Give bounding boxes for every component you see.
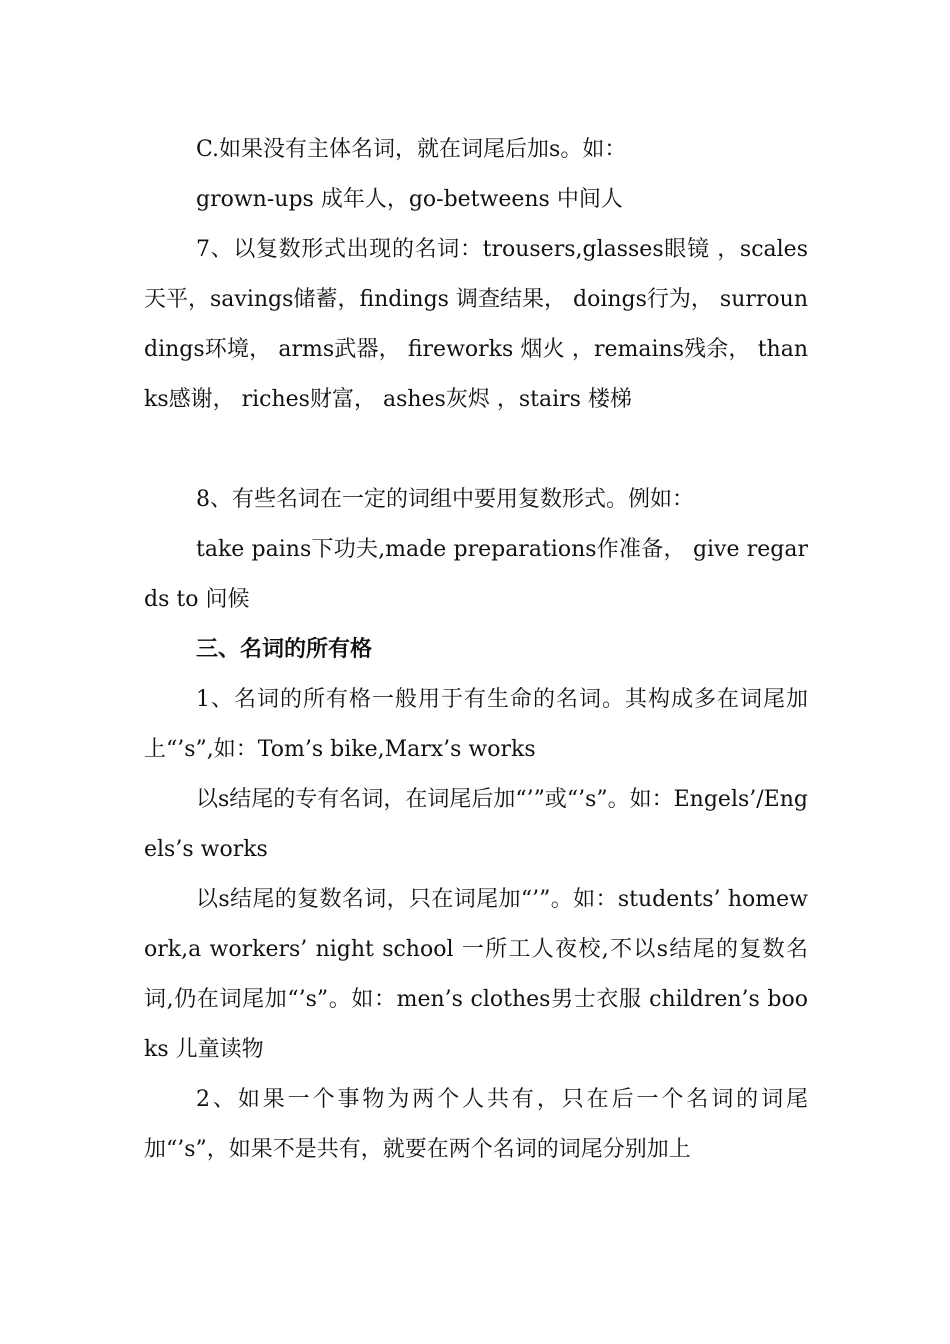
paragraph-rule-8-examples: take pains下功夫,made preparations作准备， give regards to 问候 <box>144 537 808 612</box>
paragraph-possessive-2: 2、如果一个事物为两个人共有，只在后一个名词的词尾加“’s”，如果不是共有，就要在两个名词的词尾分别加上 <box>144 1087 808 1162</box>
paragraph-possessive-plural: 以s结尾的复数名词，只在词尾加“’”。如：students’ homework,a workers’ night school 一所工人夜校,不以s结尾的复数名词,仍在词尾加“’s”。如：men’s clothes男士衣服 children’s books 儿童读物 <box>144 887 808 1062</box>
paragraph-rule-8: 8、有些名词在一定的词组中要用复数形式。例如： <box>196 487 694 512</box>
paragraph-rule-7: 7、以复数形式出现的名词：trousers,glasses眼镜 ，scales天平，savings储蓄，findings 调查结果， doings行为， surroundings环境， arms武器， fireworks 烟火 ，remains残余， thanks感谢， riches财富， ashes灰烬 ，stairs 楼梯 <box>144 237 808 412</box>
paragraph-possessive-proper-noun: 以s结尾的专有名词，在词尾后加“’”或“’s”。如：Engels’/Engels’s works <box>144 787 808 862</box>
paragraph-plural-examples: grown-ups 成年人，go-betweens 中间人 <box>196 187 623 212</box>
section-heading-possessive: 三、名词的所有格 <box>196 637 373 662</box>
paragraph-possessive-1: 1、名词的所有格一般用于有生命的名词。其构成多在词尾加上“’s”,如：Tom’s bike,Marx’s works <box>144 687 808 762</box>
paragraph-plural-rule-c: C.如果没有主体名词，就在词尾后加s。如： <box>196 137 627 162</box>
